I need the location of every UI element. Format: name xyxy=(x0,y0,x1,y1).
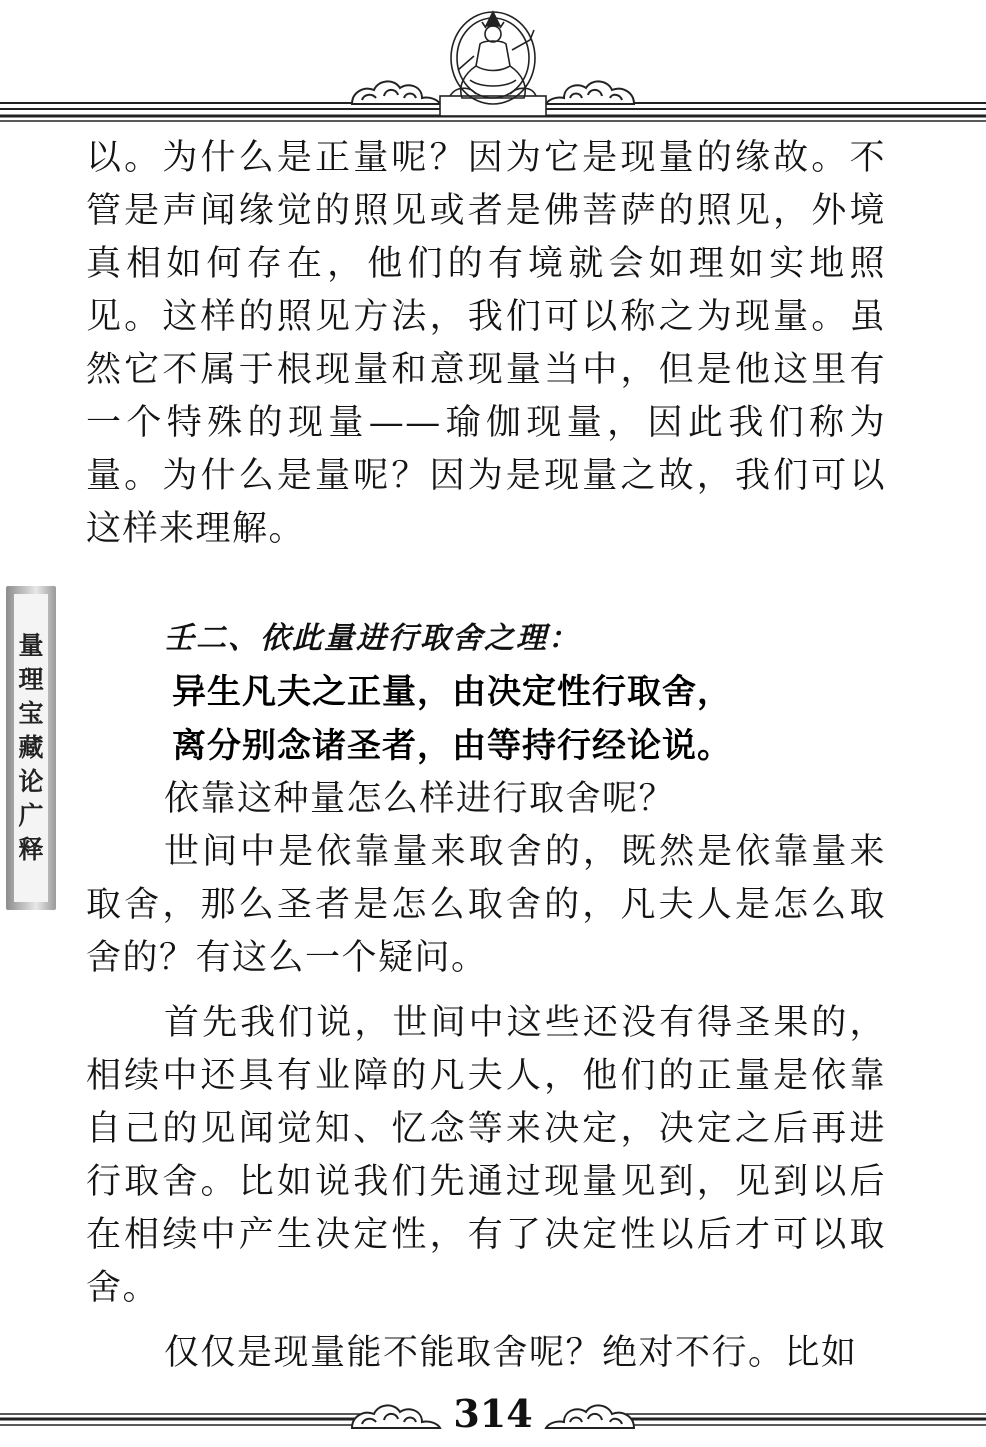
body-paragraph: 仅仅是现量能不能取舍呢？绝对不行。比如 xyxy=(164,1333,858,1373)
body-paragraph: 首先我们说，世间中这些还没有得圣果的，相续中还具有业障的凡夫人，他们的正量是依靠自己的见闻觉知、忆念等来决定，决定之后再进行取舍。比如说我们先通过现量见到，见到以后在相续中产生决定性，有了决定性以后才可以取舍。 xyxy=(86,1003,886,1308)
side-title-char: 理 xyxy=(18,665,44,694)
side-title-char: 释 xyxy=(18,835,44,864)
verse-line: 离分别念诸圣者，由等持行经论说。 xyxy=(172,726,732,766)
verse-line: 异生凡夫之正量，由决定性行取舍， xyxy=(172,672,732,712)
page-number: 314 xyxy=(453,1391,533,1436)
cloud-ornament-left-icon xyxy=(352,81,440,104)
header-border-svg xyxy=(0,0,986,126)
side-title-char: 量 xyxy=(18,631,44,660)
cloud-ornament-right-icon xyxy=(546,81,634,104)
footer-cloud-right-icon xyxy=(546,1405,634,1428)
verse-block xyxy=(86,665,886,773)
side-title-char: 宝 xyxy=(18,699,44,728)
main-content xyxy=(86,132,886,1380)
footer-cloud-left-icon xyxy=(352,1405,440,1428)
page-header-ornament xyxy=(0,0,986,126)
section-heading: 壬二、依此量进行取舍之理： xyxy=(164,621,580,656)
body-paragraph: 依靠这种量怎么样进行取舍呢？ xyxy=(164,779,676,819)
side-title-char: 藏 xyxy=(18,733,44,762)
deity-figure-icon xyxy=(440,12,546,116)
side-title-char: 广 xyxy=(18,801,44,830)
body-paragraph: 世间中是依靠量来取舍的，既然是依靠量来取舍，那么圣者是怎么取舍的，凡夫人是怎么取舍的？有这么一个疑问。 xyxy=(86,832,886,978)
side-book-title-inner xyxy=(14,594,48,902)
side-title-char: 论 xyxy=(18,767,44,796)
side-book-title-tab xyxy=(6,586,56,910)
body-paragraph: 以。为什么是正量呢？因为它是现量的缘故。不管是声闻缘觉的照见或者是佛菩萨的照见，外境真相如何存在，他们的有境就会如理如实地照见。这样的照见方法，我们可以称之为现量。虽然它不属于根现量和意现量当中，但是他这里有一个特殊的现量——瑜伽现量，因此我们称为量。为什么是量呢？因为是现量之故，我们可以这样来理解。 xyxy=(86,138,886,549)
